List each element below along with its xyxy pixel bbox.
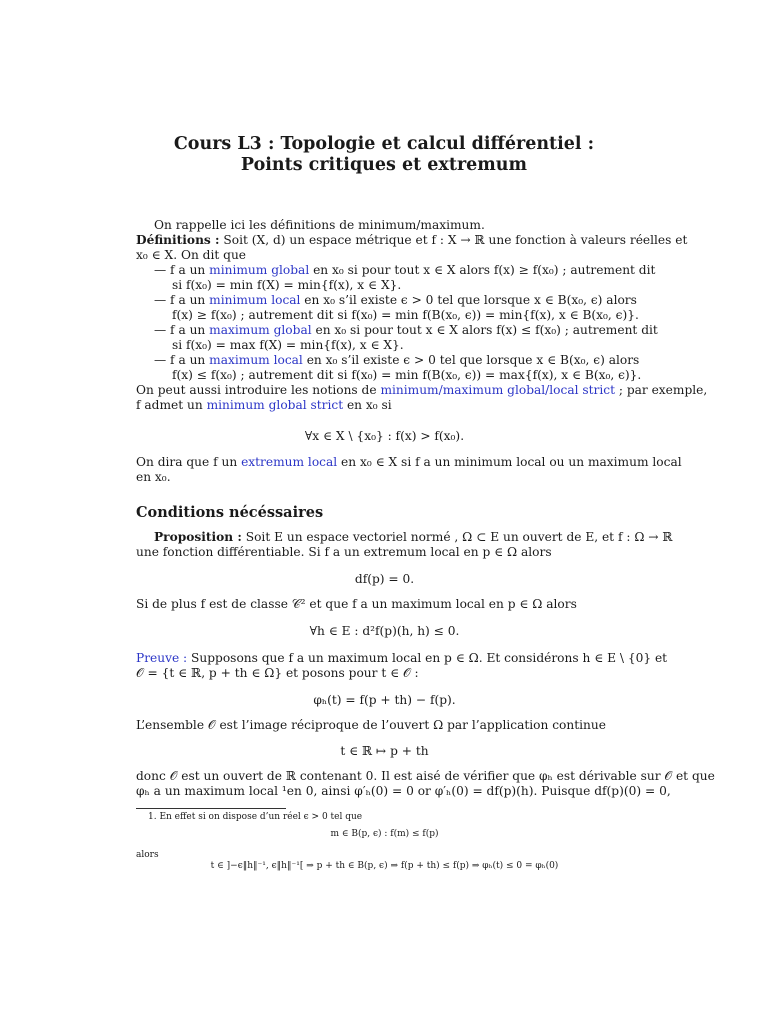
proof-line-4: donc 𝒪 est un ouvert de ℝ contenant 0. Il est aisé de vérifier que φₕ est dérivable sur 𝒪 et que xyxy=(136,769,715,783)
proof-text: Supposons que f a un maximum local en p ∈ Ω. Et considérons h ∈ E \ {0} et xyxy=(187,651,668,665)
proposition-line-3: Si de plus f est de classe 𝒞² et que f a un maximum local en p ∈ Ω alors xyxy=(136,597,577,611)
proof-line-3: L’ensemble 𝒪 est l’image réciproque de l’ouvert Ω par l’application continue xyxy=(136,718,606,732)
term-minimum-global-strict: minimum global strict xyxy=(206,398,344,412)
bullet-text: — f a un xyxy=(154,323,210,337)
term-minimum-local: minimum local xyxy=(209,293,301,307)
title-line-2: Points critiques et extremum xyxy=(240,155,528,175)
bullet-continuation: si f(x₀) = min f(X) = min{f(x), x ∈ X}. xyxy=(172,278,402,292)
body-text: en x₀ ∈ X si f a un minimum local ou un maximum local xyxy=(337,455,682,469)
definitions-label: Définitions : xyxy=(136,233,220,247)
body-text: ; par exemple, xyxy=(614,383,708,397)
strict-line-1 xyxy=(136,383,708,398)
strict-line-2 xyxy=(136,398,633,413)
formula-df-zero: df(p) = 0. xyxy=(354,572,415,586)
bullet-text: — f a un xyxy=(154,263,210,277)
term-extremum-local: extremum local xyxy=(241,455,338,469)
section-heading: Conditions nécéssaires xyxy=(136,504,324,521)
intro-line-1: On rappelle ici les définitions de minimum/maximum. xyxy=(154,218,485,232)
title-line-1: Cours L3 : Topologie et calcul différentiel : xyxy=(173,134,595,154)
definitions-line xyxy=(136,233,688,248)
proof-label: Preuve : xyxy=(136,651,188,665)
term-maximum-local: maximum local xyxy=(209,353,303,367)
proof-line-2: 𝒪 = {t ∈ ℝ, p + th ∈ Ω} et posons pour t ∈ 𝒪 : xyxy=(136,666,419,680)
proof-line-5: φₕ a un maximum local ¹en 0, ainsi φ′ₕ(0) = 0 or φ′ₕ(0) = df(p)(h). Puisque df(p)(0) = 0, xyxy=(136,784,671,798)
body-text: en x₀ si xyxy=(343,398,392,412)
proposition-line-2: une fonction différentiable. Si f a un extremum local en p ∈ Ω alors xyxy=(136,545,552,559)
formula-phi: φₕ(t) = f(p + th) − f(p). xyxy=(313,693,456,707)
bullet-maximum-local xyxy=(154,353,651,368)
bullet-minimum-local xyxy=(154,293,651,308)
bullet-continuation: f(x) ≤ f(x₀) ; autrement dit si f(x₀) = min f(B(x₀, ϵ)) = max{f(x), x ∈ B(x₀, ϵ)}. xyxy=(172,368,642,382)
body-text: f admet un xyxy=(136,398,207,412)
bullet-maximum-global xyxy=(154,323,658,338)
formula-d2f: ∀h ∈ E : d²f(p)(h, h) ≤ 0. xyxy=(309,624,460,638)
bullet-text: — f a un xyxy=(154,293,210,307)
definitions-text: Soit (X, d) un espace métrique et f : X → ℝ une fonction à valeurs réelles et xyxy=(219,233,688,247)
extremum-line-1 xyxy=(136,455,682,470)
term-maximum-global: maximum global xyxy=(209,323,312,337)
extremum-line-2: en x₀. xyxy=(136,470,171,484)
bullet-text: en x₀ si pour tout x ∈ X alors f(x) ≤ f(x₀) ; autrement dit xyxy=(311,323,658,337)
body-text: On dira que f un xyxy=(136,455,242,469)
footnote-formula-1: m ∈ B(p, ϵ) : f(m) ≤ f(p) xyxy=(330,829,439,839)
intro-line-3: x₀ ∈ X. On dit que xyxy=(136,248,247,262)
term-strict: minimum/maximum global/local strict xyxy=(380,383,615,397)
term-minimum-global: minimum global xyxy=(209,263,310,277)
bullet-text: en x₀ s’il existe ϵ > 0 tel que lorsque x ∈ B(x₀, ϵ) alors xyxy=(300,293,637,307)
body-text: On peut aussi introduire les notions de xyxy=(136,383,381,397)
bullet-minimum-global xyxy=(154,263,656,278)
bullet-continuation: si f(x₀) = max f(X) = min{f(x), x ∈ X}. xyxy=(172,338,404,352)
proof-line-1 xyxy=(136,651,668,666)
bullet-continuation: f(x) ≥ f(x₀) ; autrement dit si f(x₀) = min f(B(x₀, ϵ)) = min{f(x), x ∈ B(x₀, ϵ)}. xyxy=(172,308,639,322)
bullet-text: en x₀ si pour tout x ∈ X alors f(x) ≥ f(x₀) ; autrement dit xyxy=(309,263,656,277)
proposition-label: Proposition : xyxy=(154,530,242,544)
bullet-text: en x₀ s’il existe ϵ > 0 tel que lorsque x ∈ B(x₀, ϵ) alors xyxy=(302,353,640,367)
proposition-line-1 xyxy=(154,530,673,545)
proposition-text: Soit E un espace vectoriel normé , Ω ⊂ E un ouvert de E, et f : Ω → ℝ xyxy=(241,530,673,544)
footnote-formula-2: t ∈ ]−ϵ‖h‖⁻¹, ϵ‖h‖⁻¹[ ⇒ p + th ∈ B(p, ϵ) ⇒ f(p + th) ≤ f(p) ⇒ φₕ(t) ≤ 0 = φₕ(0) xyxy=(210,861,559,871)
footnote-line-1: 1. En effet si on dispose d’un réel ϵ > 0 tel que xyxy=(148,812,363,822)
page-title xyxy=(0,134,768,176)
footnote-alors: alors xyxy=(136,850,159,860)
footnote-rule xyxy=(136,808,286,809)
formula-strict: ∀x ∈ X \ {x₀} : f(x) > f(x₀). xyxy=(304,429,465,443)
bullet-text: — f a un xyxy=(154,353,210,367)
formula-map: t ∈ ℝ ↦ p + th xyxy=(340,744,429,758)
